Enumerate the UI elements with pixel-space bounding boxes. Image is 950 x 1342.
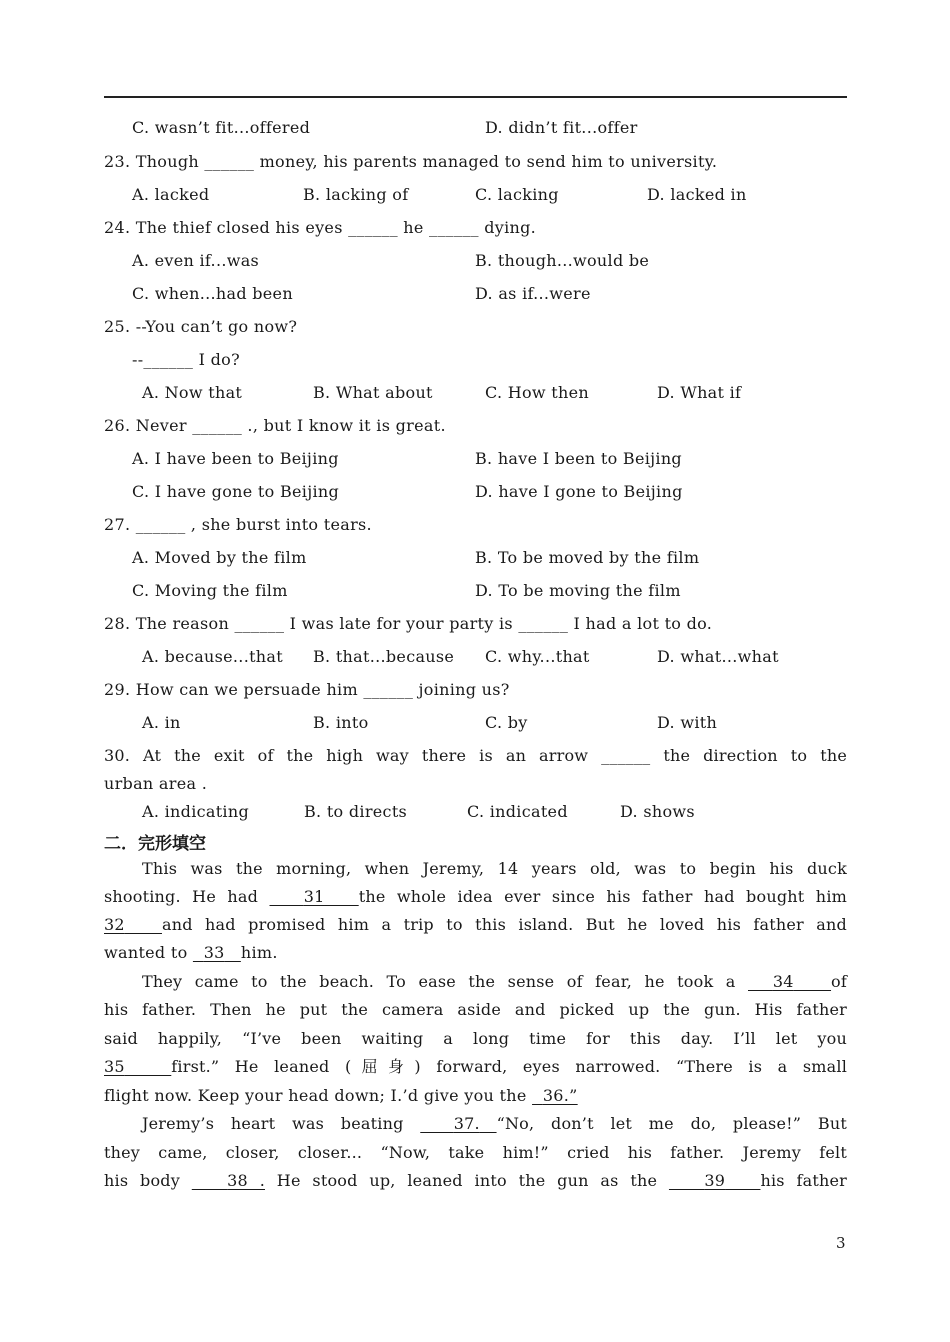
passage-line: 35 first.” He leaned (屈身) forward, eyes narrowed. “There is a small (104, 1057, 848, 1076)
option-c: C. why...that (485, 647, 590, 666)
option-d: D. with (657, 713, 718, 732)
option-b: B. have I been to Beijing (475, 449, 682, 468)
blank-32: 32 (104, 915, 125, 934)
page-number: 3 (836, 1234, 846, 1252)
option-a: A. in (142, 713, 181, 732)
option-c: C. by (485, 713, 528, 732)
option-b: B. What about (313, 383, 433, 402)
option-b: B. to directs (304, 802, 408, 821)
blank-36: 36.” (542, 1086, 578, 1105)
option-b: B. though...would be (475, 251, 650, 270)
passage-line: said happily, “I’ve been waiting a long time for this day. I’ll let you (104, 1029, 847, 1048)
blank-38: 38 . (227, 1171, 265, 1190)
option-d: D. didn’t fit...offer (485, 118, 638, 137)
question-26-stem: 26. Never ______ ., but I know it is great. (104, 416, 446, 435)
option-b: B. into (313, 713, 369, 732)
option-d: D. shows (620, 802, 695, 821)
option-b: B. To be moved by the film (475, 548, 700, 567)
blank-34: 34 (772, 972, 794, 991)
blank-39: 39 (704, 1171, 726, 1190)
question-27-stem: 27. ______ , she burst into tears. (104, 515, 372, 534)
section-title: 二．完形填空 (104, 834, 206, 854)
passage-line: This was the morning, when Jeremy, 14 years old, was to begin his duck (142, 859, 847, 878)
blank-31: 31 (303, 887, 325, 906)
question-30-stem: 30. At the exit of the high way there is an arrow ______ the direction to the (104, 746, 847, 765)
passage-line: his father. Then he put the camera aside and picked up the gun. His father (104, 1000, 847, 1019)
question-25-reply: --______ I do? (132, 350, 240, 369)
passage-line: his body 38 . He stood up, leaned into the gun as the 39 his father (104, 1171, 848, 1190)
blank-35: 35 (104, 1057, 125, 1076)
option-d: D. To be moving the film (475, 581, 681, 600)
option-d: D. as if...were (475, 284, 591, 303)
question-29-stem: 29. How can we persuade him ______ joining us? (104, 680, 510, 699)
option-d: D. have I gone to Beijing (475, 482, 683, 501)
blank-37: 37. (453, 1114, 480, 1133)
blank-33: 33 (203, 943, 225, 962)
passage-line: Jeremy’s heart was beating 37. “No, don’t let me do, please!” But (142, 1114, 847, 1133)
passage-line: They came to the beach. To ease the sense of fear, he took a 34 of (142, 972, 847, 991)
option-b: B. that...because (313, 647, 455, 666)
option-a: A. even if...was (132, 251, 260, 270)
passage-line: flight now. Keep your head down; I.’d give you the 36.” (104, 1086, 578, 1105)
option-a: A. I have been to Beijing (132, 449, 339, 468)
option-c: C. How then (485, 383, 590, 402)
question-30-stem-cont: urban area . (104, 774, 208, 793)
option-c: C. wasn’t fit...offered (132, 118, 311, 137)
option-a: A. because...that (142, 647, 283, 666)
passage-line: wanted to 33 him. (104, 943, 278, 962)
option-c: C. I have gone to Beijing (132, 482, 340, 501)
question-28-stem: 28. The reason ______ I was late for your party is ______ I had a lot to do. (104, 614, 713, 633)
passage-line: they came, closer, closer... “Now, take him!” cried his father. Jeremy felt (104, 1143, 847, 1162)
option-a: A. Moved by the film (132, 548, 307, 567)
option-a: A. lacked (132, 185, 210, 204)
question-24-stem: 24. The thief closed his eyes ______ he ______ dying. (104, 218, 537, 237)
option-c: C. Moving the film (132, 581, 288, 600)
option-a: A. Now that (142, 383, 243, 402)
option-d: D. What if (657, 383, 742, 402)
passage-line: shooting. He had 31 the whole idea ever since his father had bought him (104, 887, 848, 906)
option-d: D. lacked in (647, 185, 747, 204)
option-c: C. lacking (475, 185, 559, 204)
option-d: D. what...what (657, 647, 779, 666)
option-b: B. lacking of (303, 185, 409, 204)
option-c: C. when...had been (132, 284, 293, 303)
question-23-stem: 23. Though ______ money, his parents managed to send him to university. (104, 152, 718, 171)
option-a: A. indicating (142, 802, 250, 821)
passage-line: 32 and had promised him a trip to this island. But he loved his father and (104, 915, 847, 934)
header-rule (104, 96, 847, 98)
option-c: C. indicated (467, 802, 568, 821)
question-25-stem: 25. --You can’t go now? (104, 317, 298, 336)
